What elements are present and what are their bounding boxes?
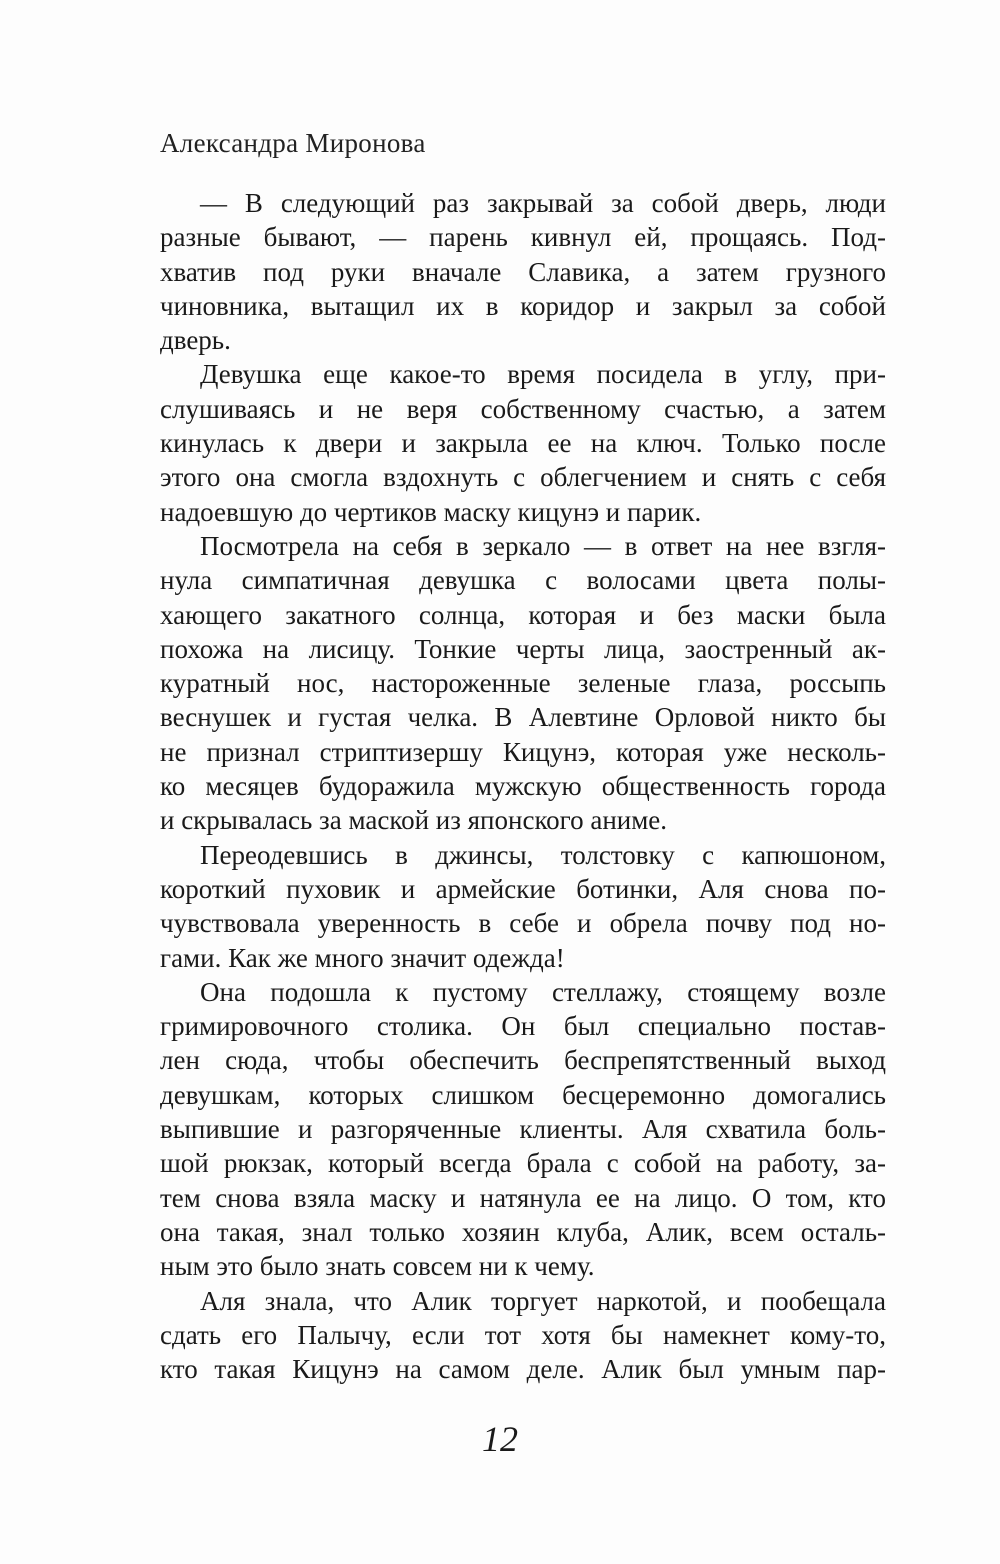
text-line: Она подошла к пустому стеллажу, стоящему возле xyxy=(200,976,886,1007)
running-head-author: Александра Миронова xyxy=(160,128,426,158)
text-line: — В следующий раз закрывай за собой дверь, люди xyxy=(200,188,886,218)
text-line: слушиваясь и не веря собственному счастью, а затем xyxy=(160,393,886,424)
text-line: короткий пуховик и армейские ботинки, Аля снова по- xyxy=(160,873,886,904)
text-line: не признал стриптизершу Кицунэ, которая уже несколь- xyxy=(160,736,886,767)
text-line: выпившие и разгоряченные клиенты. Аля схватила боль- xyxy=(160,1114,886,1145)
text-line: веснушек и густая челка. В Алевтине Орловой никто бы xyxy=(160,702,886,733)
text-line: шой рюкзак, который всегда брала с собой на работу, за- xyxy=(160,1148,886,1179)
text-line: нула симпатичная девушка с волосами цвета полы- xyxy=(160,565,886,596)
text-line: тем снова взяла маску и натянула ее на лицо. О том, кто xyxy=(160,1182,886,1213)
text-line: надоевшую до чертиков маску кицунэ и парик. xyxy=(160,496,702,527)
text-line: девушкам, которых слишком бесцеремонно домогались xyxy=(160,1079,886,1110)
text-line: похожа на лисицу. Тонкие черты лица, заостренный ак- xyxy=(160,633,886,664)
text-line: чиновника, вытащил их в коридор и закрыл за собой xyxy=(160,290,886,321)
text-line: лен сюда, чтобы обеспечить беспрепятственный выход xyxy=(160,1045,886,1076)
text-line: она такая, знал только хозяин клуба, Алик, всем осталь- xyxy=(160,1216,886,1247)
text-line: Посмотрела на себя в зеркало — в ответ на нее взгля- xyxy=(200,530,886,561)
text-line: разные бывают, — парень кивнул ей, прощаясь. Под- xyxy=(160,222,886,253)
text-line: гами. Как же много значит одежда! xyxy=(160,942,565,973)
text-line: ным это было знать совсем ни к чему. xyxy=(160,1251,595,1282)
text-line: кинулась к двери и закрыла ее на ключ. Только после xyxy=(160,428,886,459)
text-line: дверь. xyxy=(160,325,231,356)
text-line: Переодевшись в джинсы, толстовку с капюшоном, xyxy=(200,839,886,870)
body-text xyxy=(160,186,886,1386)
text-line: сдать его Палычу, если тот хотя бы намекнет кому-то, xyxy=(160,1319,886,1350)
text-line: куратный нос, настороженные зеленые глаза, россыпь xyxy=(160,668,886,699)
text-line: гримировочного столика. Он был специально постав- xyxy=(160,1011,886,1042)
text-line: и скрывалась за маской из японского аниме. xyxy=(160,805,668,836)
text-line: этого она смогла вздохнуть с облегчением и снять с себя xyxy=(160,462,886,493)
text-line: кто такая Кицунэ на самом деле. Алик был умным пар- xyxy=(160,1354,886,1385)
text-line: хватив под руки вначале Славика, а затем грузного xyxy=(160,256,886,287)
text-line: Девушка еще какое-то время посидела в углу, при- xyxy=(200,359,886,390)
text-line: ко месяцев будоражила мужскую общественность города xyxy=(160,771,886,802)
text-line: Аля знала, что Алик торгует наркотой, и пообещала xyxy=(200,1285,886,1316)
text-line: хающего закатного солнца, которая и без маски была xyxy=(160,599,886,630)
text-line: чувствовала уверенность в себе и обрела почву под но- xyxy=(160,908,886,939)
page-number: 12 xyxy=(482,1419,518,1459)
